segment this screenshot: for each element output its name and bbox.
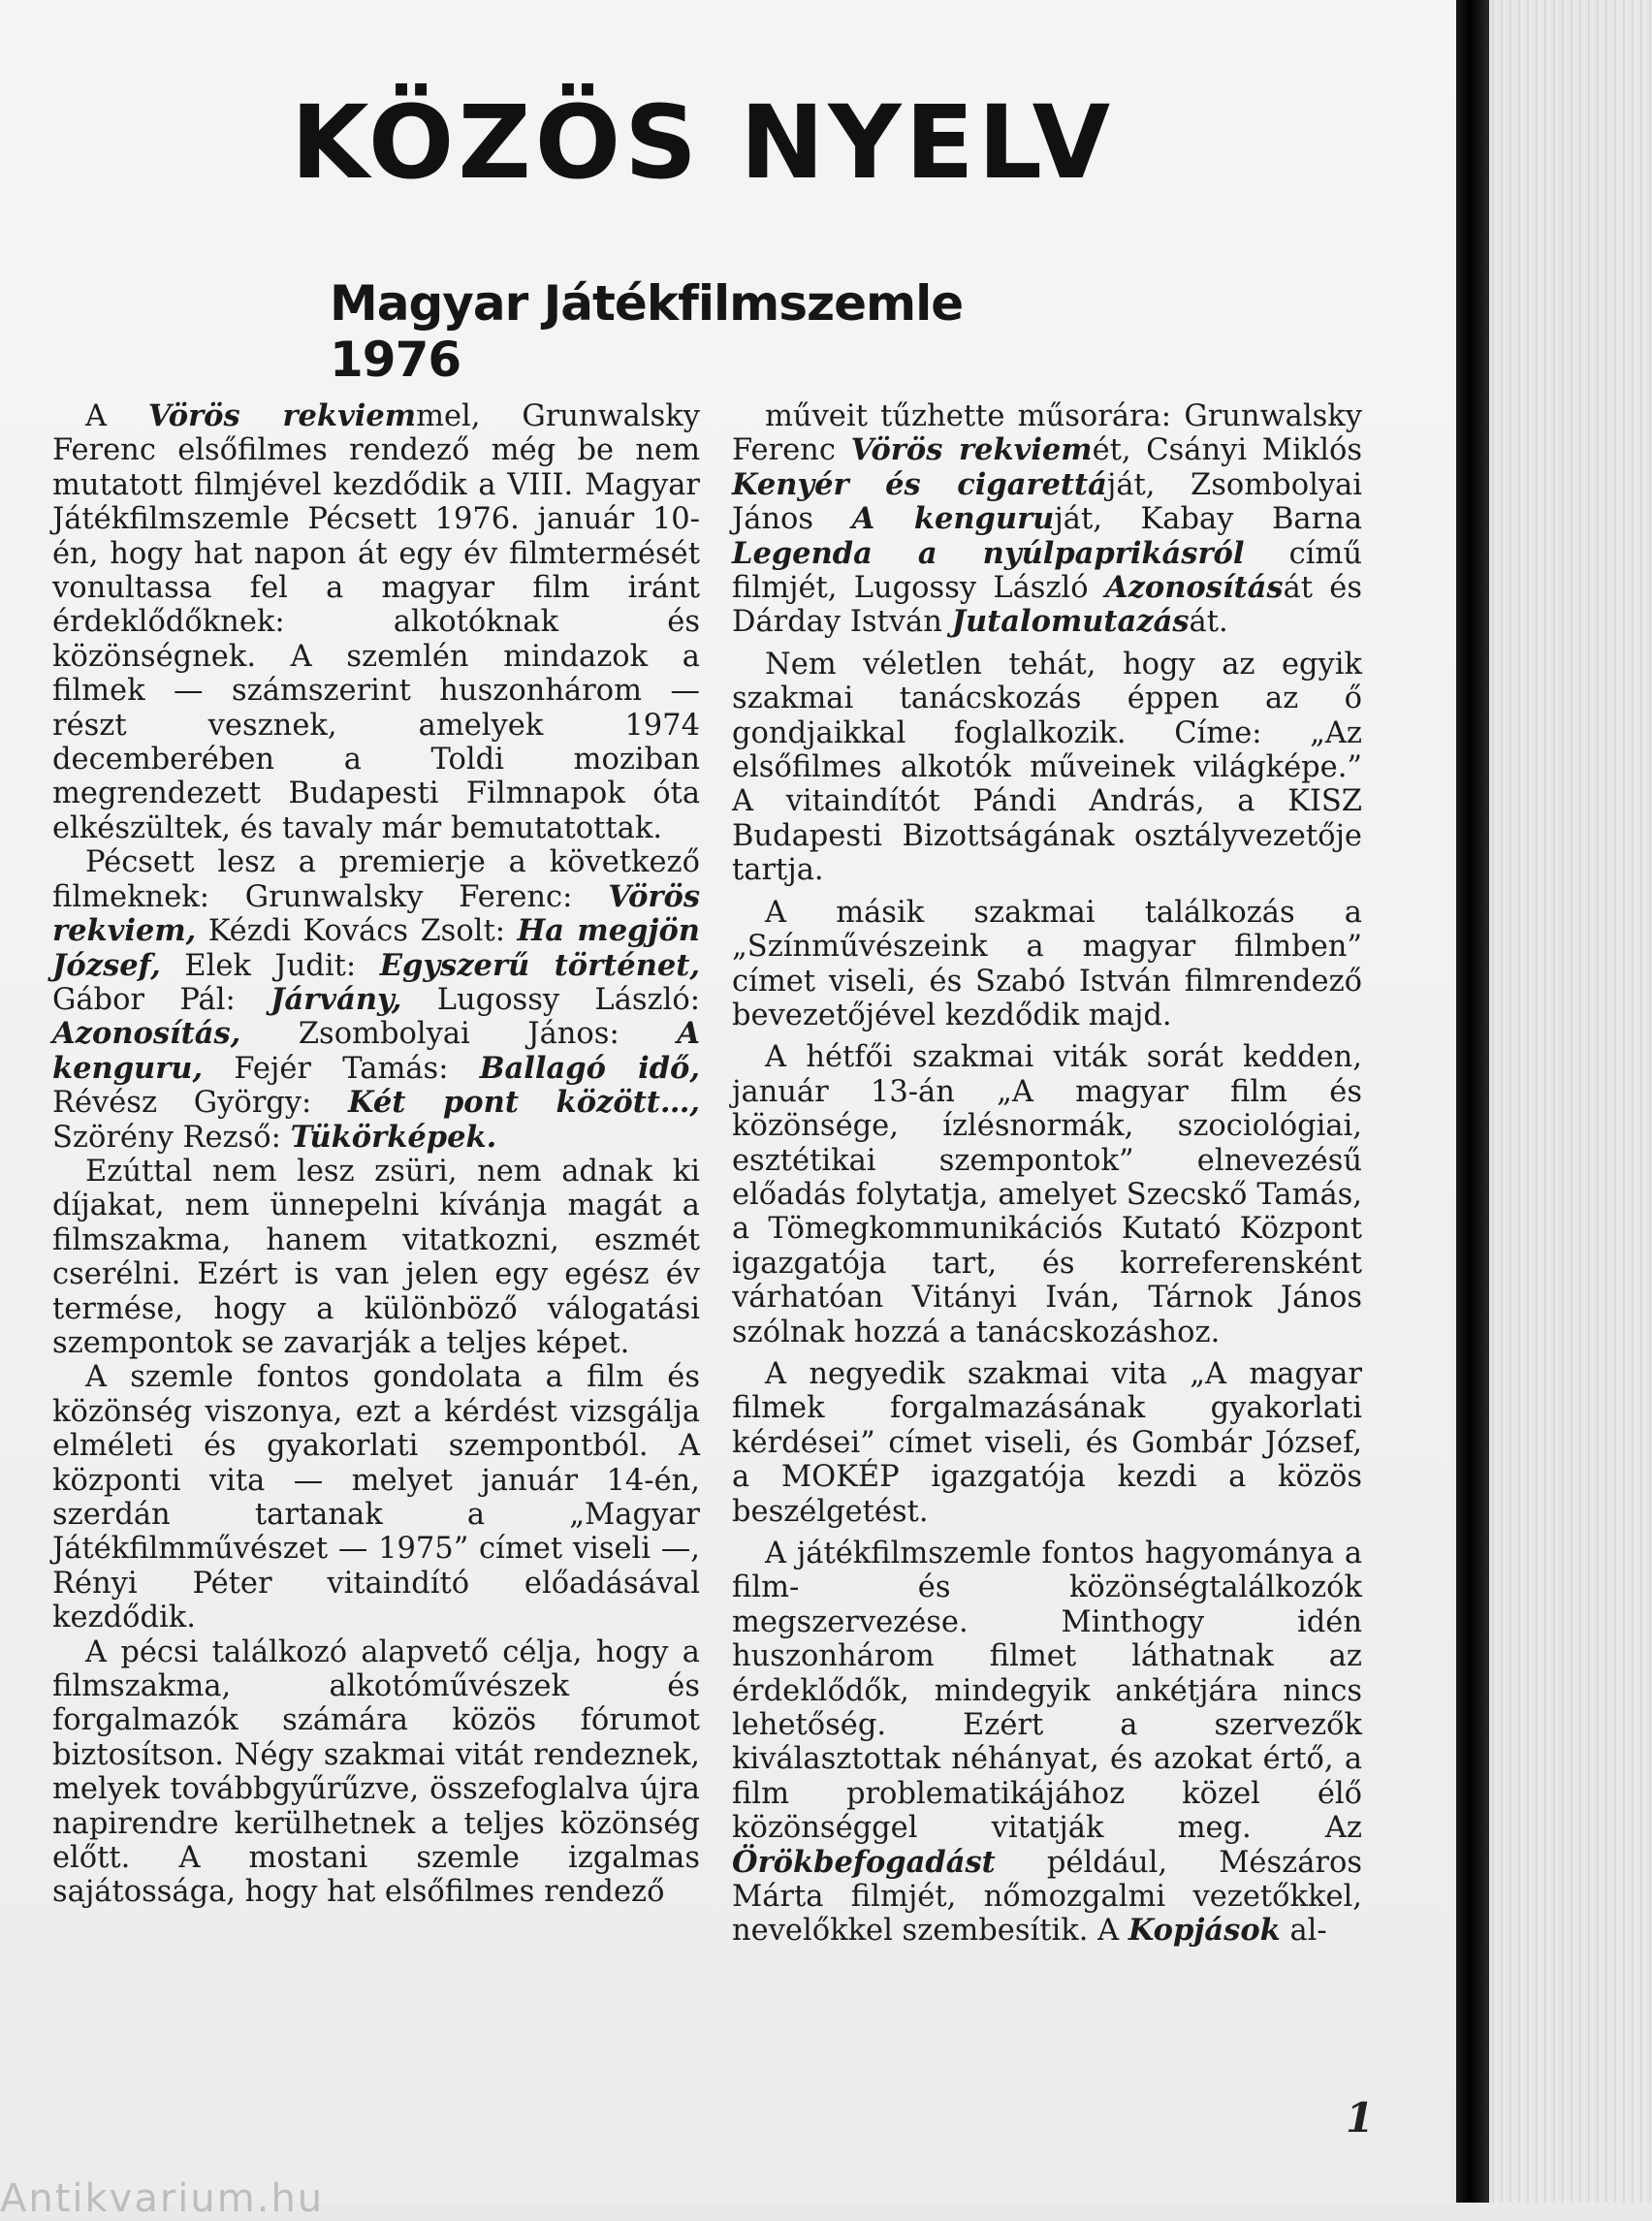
article-column-left (52, 399, 700, 1910)
text-run: ét, Csányi Miklós (1092, 433, 1362, 468)
film-title: Ballagó idő, (479, 1050, 700, 1086)
text-run: Zsombolyai János: (240, 1017, 678, 1052)
binding-spine (1456, 0, 1489, 2203)
film-title: Kopjások (1128, 1913, 1281, 1949)
text-run: A másik szakmai találkozás a „Színművészeink a magyar filmben” címet viseli, és Szabó István filmrendező bevezetőjével kezdődik majd. (732, 895, 1362, 1032)
article-paragraph (732, 896, 1362, 1033)
text-run: Kézdi Kovács Zsolt: (196, 914, 518, 949)
text-run: át és Dárday István (732, 571, 1362, 640)
article-paragraph (732, 1357, 1362, 1529)
text-run: mel, Grunwalsky Ferenc elsőfilmes rendező még be nem mutatott filmjével kezdődik a VIII. Magyar Játékfilmszemle Pécsett 1976. január 10-én, hogy hat napon át egy év filmtermését vonultassa fel a magyar film iránt érdeklődőknek: alkotóknak és közönségnek. A szemlén mindazok a filmek — számszerint huszonhárom — részt vesznek, amelyek 1974 decemberében a Toldi moziban megrendezett Budapesti Filmnapok óta elkészültek, és tavaly már bemutatottak. (52, 399, 700, 845)
page-subtitle: Magyar Játékfilmszemle 1976 (330, 275, 964, 388)
text-run: A pécsi találkozó alapvető célja, hogy a filmszakma, alkotóművészek és forgalmazók számára közös fórumot biztosítson. Négy szakmai vitát rendeznek, melyek továbbgyűrűzve, összefoglalva újra napirendre kerülhetnek a teljes közönség előtt. A mostani szemle izgalmas sajátossága, hogy hat elsőfilmes rendező (52, 1634, 700, 1910)
text-run: című filmjét, Lugossy László (732, 536, 1362, 606)
text-run: al- (1280, 1914, 1327, 1949)
film-title: A kenguru, (52, 1016, 700, 1086)
text-run: A negyedik szakmai vita „A magyar filmek forgalmazásának gyakorlati kérdései” címet viseli, és Gombár József, a MOKÉP igazgatója kezdi a közös beszélgetést. (732, 1356, 1362, 1529)
text-run: Ezúttal nem lesz zsüri, nem adnak ki díjakat, nem ünnepelni kívánja magát a filmszakma, hanem vitatkozni, eszmét cserélni. Ezért is van jelen egy egész év termése, hogy a különböző válogatási szempontok se zavarják a teljes képet. (52, 1154, 700, 1360)
article-paragraph (732, 1537, 1362, 1949)
text-run: műveit tűzhette műsorára: Grunwalsky Ferenc (732, 399, 1362, 468)
article-paragraph (52, 1155, 700, 1360)
text-run: Elek Judit: (160, 948, 380, 983)
film-title: Két pont között…, (348, 1085, 700, 1121)
article-paragraph (732, 399, 1362, 640)
text-run: Lugossy László: (401, 982, 700, 1017)
film-title: Tükörképek. (290, 1119, 497, 1155)
page-number: 1 (1346, 2094, 1375, 2142)
film-title: Járvány, (270, 981, 402, 1017)
film-title: Vörös rekviem, (52, 878, 700, 949)
text-run: A (85, 399, 148, 433)
film-title: Örökbefogadást (732, 1844, 996, 1880)
film-title: Kenyér és cigarettá (732, 466, 1107, 502)
text-run: át. (1189, 605, 1228, 640)
text-run: Nem véletlen tehát, hogy az egyik szakmai tanácskozás éppen az ő gondjaikkal foglalkozik. Címe: „Az elsőfilmes alkotók műveinek világképe.” A vitaindítót Pándi András, a KISZ Budapesti Bizottságának osztályvezetője tartja. (732, 647, 1362, 888)
article-paragraph (52, 399, 700, 845)
film-title: Azonosítás (1104, 570, 1284, 606)
text-run: például, Mészáros Márta filmjét, nőmozgalmi vezetőkkel, nevelőkkel szembesítik. A (732, 1845, 1362, 1949)
article-paragraph (52, 845, 700, 1155)
article-paragraph (732, 1040, 1362, 1349)
text-run: A játékfilmszemle fontos hagyománya a film- és közönségtalálkozók megszervezése. Minthogy idén huszonhárom filmet láthatnak az érdeklődők, mindegyik ankétjára nincs lehetőség. Ezért a szervezők kiválasztottak néhányat, és azokat értő, a film problematikájához közel élő közönséggel vitatják meg. Az (732, 1537, 1362, 1846)
film-title: Ha megjön József, (52, 913, 700, 983)
text-run: ját, Zsombolyai János (732, 467, 1362, 537)
watermark: Antikvarium.hu (0, 2176, 325, 2221)
text-run: A hétfői szakmai viták sorát kedden, január 13-án „A magyar film és közönsége, ízlésnormák, szociológiai, esztétikai szempontok” elnevezésű előadás folytatja, amelyet Szecskő Tamás, a Tömegkommunikációs Kutató Központ igazgatója tart, és korreferensként várhatóan Vitányi Iván, Tárnok János szólnak hozzá a tanácskozáshoz. (732, 1040, 1362, 1349)
text-run: Gábor Pál: (52, 982, 271, 1017)
film-title: Vörös rekviem (850, 432, 1093, 468)
article-paragraph (52, 1360, 700, 1634)
text-run: ját, Kabay Barna (1054, 502, 1362, 537)
text-run: Pécsett lesz a premierje a következő filmeknek: Grunwalsky Ferenc: (52, 845, 700, 914)
article-paragraph (52, 1635, 700, 1910)
text-run: Szörény Rezső: (52, 1120, 291, 1155)
text-run: Fejér Tamás: (203, 1051, 480, 1086)
film-title: Egyszerű történet, (379, 947, 700, 983)
film-title: Azonosítás, (52, 1016, 241, 1052)
background-surface (1489, 0, 1652, 2203)
text-run: Révész György: (52, 1086, 349, 1121)
article-column-right (732, 399, 1362, 1949)
article-paragraph (732, 648, 1362, 888)
film-title: A kenguru (851, 501, 1055, 537)
text-run: A szemle fontos gondolata a film és közönség viszonya, ezt a kérdést vizsgálja elméleti és gyakorlati szempontból. A központi vita — melyet január 14-én, szerdán tartanak a „Magyar Játékfilmművészet — 1975” címet viseli —, Rényi Péter vitaindító előadásával kezdődik. (52, 1360, 700, 1635)
film-title: Jutalomutazás (951, 604, 1190, 640)
film-title: Vörös rekviem (147, 398, 417, 433)
film-title: Legenda a nyúlpaprikásról (732, 535, 1245, 571)
page-title: KÖZÖS NYELV (291, 83, 1115, 202)
